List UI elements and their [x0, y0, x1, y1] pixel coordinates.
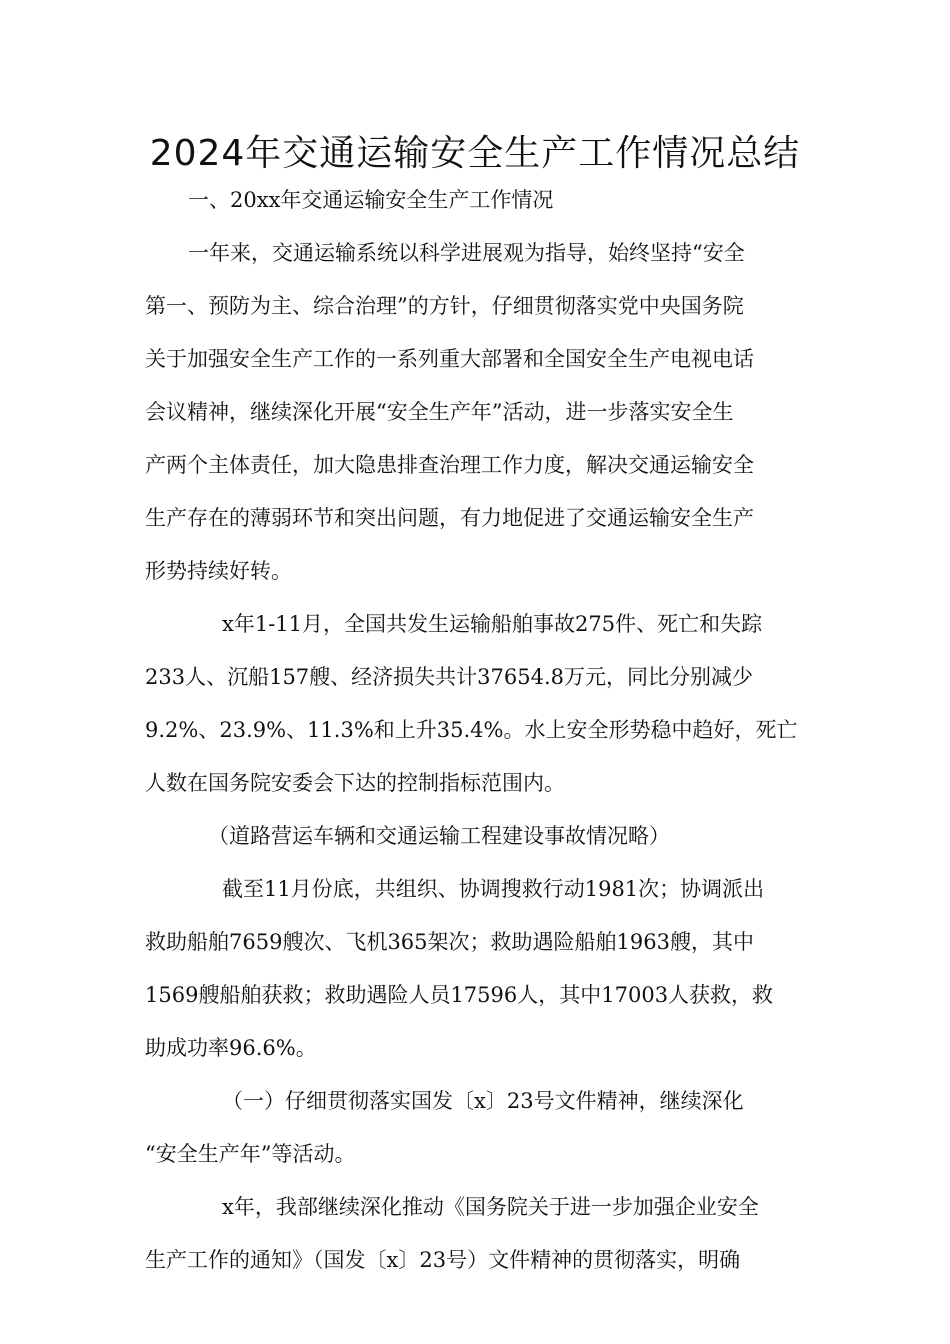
paragraph-line: x年，我部继续深化推动《国务院关于进一步加强企业安全	[222, 1195, 759, 1219]
paragraph-line: 生产存在的薄弱环节和突出问题，有力地促进了交通运输安全生产	[145, 506, 754, 530]
paragraph-line: 第一、预防为主、综合治理”的方针，仔细贯彻落实党中央国务院	[145, 294, 744, 318]
paragraph-line: 1569艘船舶获救；救助遇险人员17596人，其中17003人获救，救	[145, 983, 774, 1007]
paragraph-line: 形势持续好转。	[145, 559, 292, 583]
paragraph-line: 关于加强安全生产工作的一系列重大部署和全国安全生产电视电话	[145, 347, 754, 371]
paragraph-line: 233人、沉船157艘、经济损失共计37654.8万元，同比分别减少	[145, 665, 754, 689]
paragraph-line: 会议精神，继续深化开展“安全生产年”活动，进一步落实安全生	[145, 400, 734, 424]
section-heading: 一、20xx年交通运输安全生产工作情况	[188, 188, 554, 212]
note-line: （道路营运车辆和交通运输工程建设事故情况略）	[208, 824, 670, 848]
paragraph-line: x年1-11月，全国共发生运输船舶事故275件、死亡和失踪	[222, 612, 763, 636]
subheading-line: “安全生产年”等活动。	[145, 1142, 356, 1166]
document-title: 2024年交通运输安全生产工作情况总结	[149, 133, 801, 174]
paragraph-line: 截至11月份底，共组织、协调搜救行动1981次；协调派出	[222, 877, 765, 901]
paragraph-line: 一年来，交通运输系统以科学进展观为指导，始终坚持“安全	[188, 241, 745, 265]
subheading-line: （一）仔细贯彻落实国发〔x〕23号文件精神，继续深化	[222, 1089, 744, 1113]
paragraph-line: 9.2%、23.9%、11.3%和上升35.4%。水上安全形势稳中趋好，死亡	[145, 718, 798, 742]
paragraph-line: 生产工作的通知》（国发〔x〕23号）文件精神的贯彻落实，明确	[145, 1248, 741, 1272]
paragraph-line: 助成功率96.6%。	[145, 1036, 317, 1060]
paragraph-line: 救助船舶7659艘次、飞机365架次；救助遇险船舶1963艘，其中	[145, 930, 754, 954]
paragraph-line: 人数在国务院安委会下达的控制指标范围内。	[145, 771, 565, 795]
paragraph-line: 产两个主体责任，加大隐患排查治理工作力度，解决交通运输安全	[145, 453, 754, 477]
